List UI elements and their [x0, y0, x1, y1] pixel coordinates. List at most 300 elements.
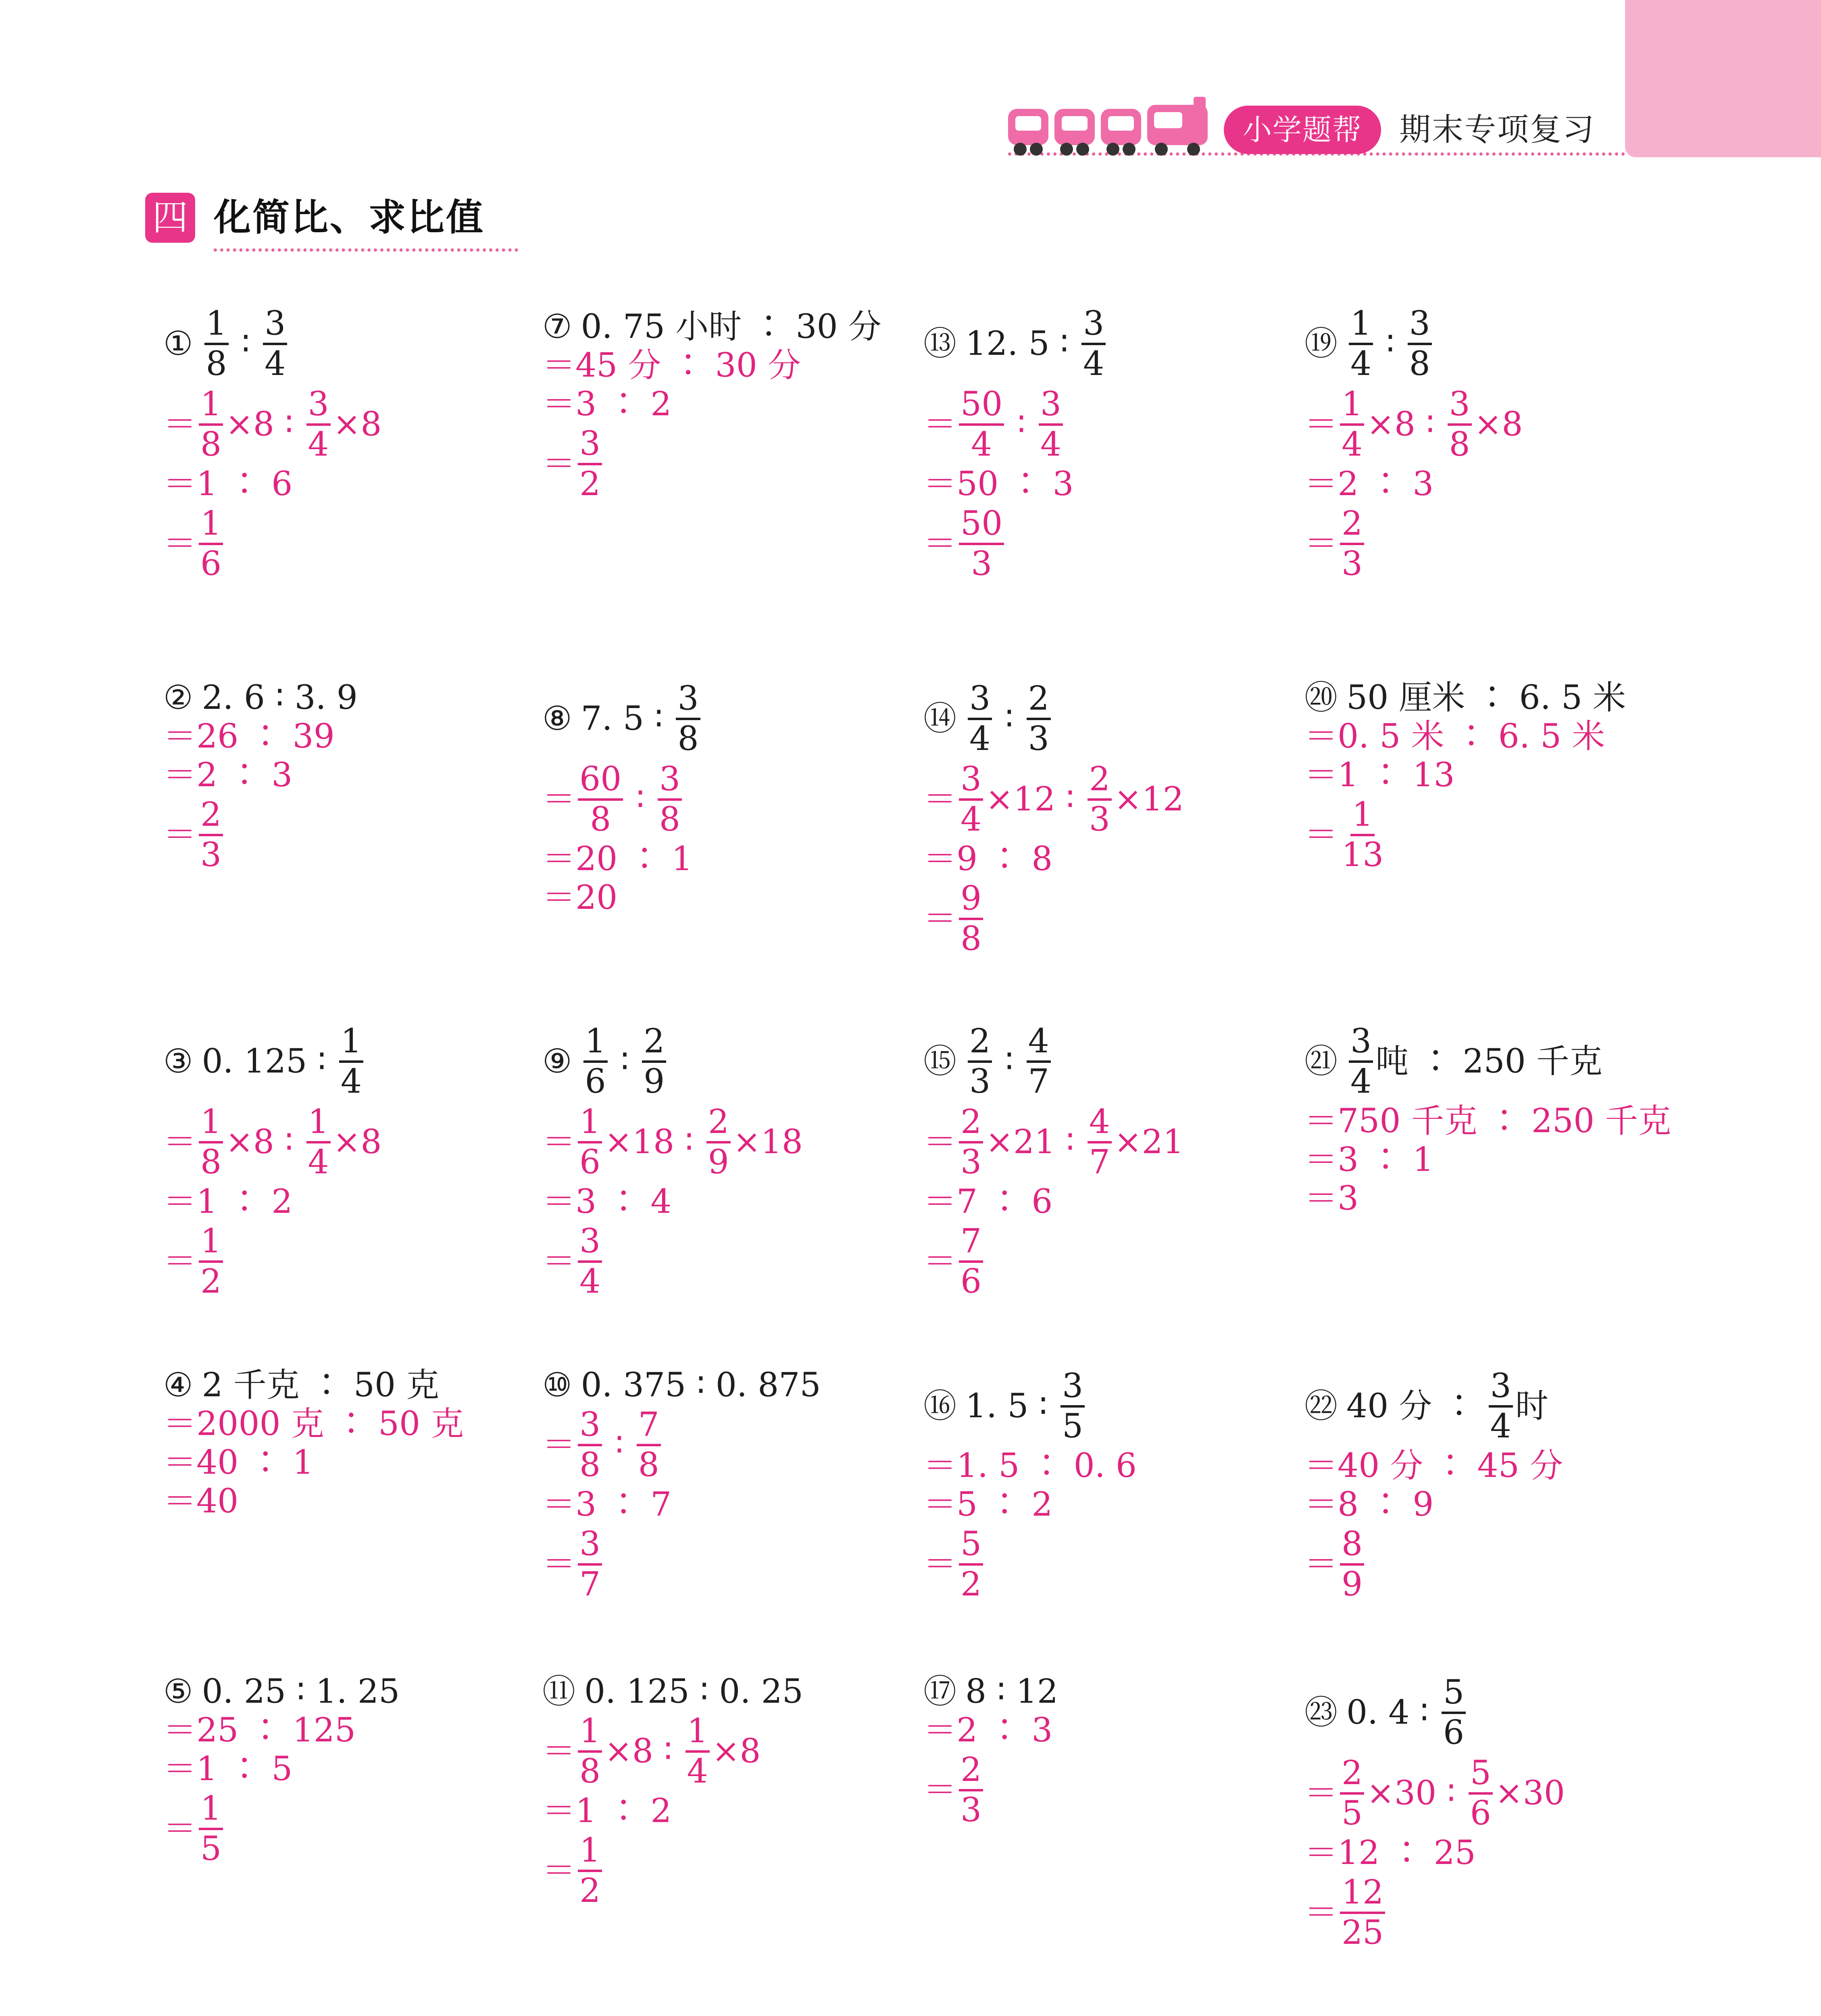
math-text: ＝25 ∶ 125 [163, 1711, 356, 1749]
numerator: 3 [1349, 1024, 1373, 1063]
fraction [199, 1224, 223, 1299]
question-line [163, 306, 382, 381]
fraction [1340, 798, 1385, 873]
math-text: ＝750 千克 ∶ 250 千克 [1304, 1102, 1671, 1141]
denominator: 8 [579, 1752, 601, 1791]
answer-step [542, 1485, 821, 1524]
fraction [1340, 1875, 1385, 1950]
answer-step [923, 1105, 1184, 1180]
denominator: 6 [961, 1262, 982, 1301]
question-line [923, 306, 1108, 381]
answer-step [163, 798, 358, 873]
numerator: 3 [959, 762, 983, 801]
math-text: ×30 ∶ [1367, 1774, 1466, 1813]
problem-number: ㉓ [1304, 1693, 1338, 1732]
denominator: 4 [579, 1262, 601, 1301]
fraction [578, 1714, 602, 1789]
numerator: 1 [1340, 387, 1364, 426]
problem-8 [542, 679, 703, 917]
answer-step [923, 1224, 1184, 1299]
fraction [959, 1753, 983, 1828]
fraction [1340, 387, 1364, 462]
math-text: 1. 5 ∶ [965, 1387, 1058, 1426]
problem-9 [542, 1024, 803, 1300]
answer-step [542, 1224, 803, 1299]
math-text: ＝1 ∶ 2 [163, 1183, 293, 1221]
problem-number: ② [163, 679, 193, 717]
numerator: 1 [199, 506, 223, 545]
denominator: 6 [1470, 1794, 1491, 1833]
math-text: ＝ [1304, 525, 1338, 563]
problem-7 [542, 310, 881, 502]
answer-step [1304, 1527, 1563, 1602]
question-line [163, 1672, 400, 1711]
math-text: ＝20 [542, 879, 618, 917]
math-text: 0. 375 ∶ 0. 875 [581, 1366, 821, 1404]
denominator: 8 [1409, 345, 1430, 383]
math-text: ＝ [923, 900, 957, 938]
denominator: 7 [1089, 1143, 1110, 1182]
answer-step [542, 762, 703, 837]
fraction [199, 387, 223, 462]
answer-step [923, 1711, 1058, 1749]
numerator: 1 [199, 1105, 223, 1143]
problem-14 [923, 681, 1184, 957]
numerator: 9 [959, 881, 983, 920]
denominator: 2 [200, 1262, 222, 1301]
math-text: ＝ [1304, 1774, 1338, 1813]
answer-step [923, 1753, 1058, 1828]
math-text: ＝ [923, 525, 957, 563]
problem-number: ① [163, 325, 193, 363]
denominator: 3 [1028, 720, 1049, 758]
answer-step [1304, 1447, 1563, 1485]
math-text: 8 ∶ 12 [965, 1672, 1058, 1711]
denominator: 9 [708, 1143, 729, 1182]
numerator: 3 [1081, 306, 1106, 345]
math-text: ＝1 ∶ 5 [163, 1750, 293, 1788]
answer-step [163, 1183, 382, 1221]
math-text: ＝ [542, 1732, 576, 1771]
math-text: ＝1 ∶ 6 [163, 465, 293, 504]
numerator: 1 [199, 387, 223, 426]
fraction [1027, 1024, 1051, 1099]
numerator: 2 [1340, 506, 1364, 545]
math-text: ＝ [923, 780, 957, 819]
problem-number: ⑧ [542, 700, 572, 738]
denominator: 4 [971, 425, 992, 464]
math-text: 2 千克 ∶ 50 克 [202, 1366, 440, 1404]
fraction [959, 387, 1004, 462]
denominator: 2 [579, 1872, 601, 1910]
answer-step [542, 1714, 803, 1789]
answer-step [542, 385, 881, 423]
numerator: 3 [1408, 306, 1432, 345]
denominator: 8 [200, 425, 222, 464]
math-text: 40 分 ∶ [1346, 1387, 1486, 1426]
fraction [204, 306, 229, 381]
math-text: ＝3 ∶ 1 [1304, 1141, 1434, 1179]
numerator: 4 [1027, 1024, 1051, 1063]
numerator: 3 [676, 681, 700, 720]
math-text: ＝12 ∶ 25 [1304, 1834, 1476, 1872]
answer-step [1304, 506, 1523, 581]
denominator: 4 [308, 1143, 329, 1182]
math-text: ＝3 [1304, 1179, 1359, 1218]
question-line [542, 1366, 821, 1404]
denominator: 3 [971, 545, 992, 583]
denominator: 4 [1040, 425, 1062, 464]
numerator: 3 [968, 681, 992, 720]
numerator: 1 [578, 1714, 602, 1753]
question-line [1304, 306, 1523, 381]
question-line [1304, 679, 1626, 717]
math-text: ＝ [1304, 1545, 1338, 1584]
answer-step [923, 506, 1108, 581]
fraction [706, 1105, 731, 1180]
numerator: 2 [199, 798, 223, 836]
fraction [1088, 762, 1112, 837]
numerator: 3 [1039, 387, 1063, 426]
fraction [339, 1024, 363, 1099]
answer-step [923, 465, 1108, 504]
denominator: 8 [638, 1446, 659, 1485]
math-text: ×8 ∶ [1367, 405, 1445, 444]
math-text: ×21 ∶ [986, 1123, 1085, 1162]
answer-step [542, 1833, 803, 1908]
math-text: ×8 ∶ [225, 405, 304, 444]
answer-step [542, 346, 881, 385]
answer-step [1304, 1143, 1671, 1177]
fraction [1469, 1756, 1493, 1831]
answer-step [542, 840, 703, 879]
math-text: ＝3 ∶ 7 [542, 1485, 672, 1524]
math-text: ×8 [333, 405, 382, 444]
numerator: 2 [1340, 1756, 1364, 1795]
denominator: 6 [200, 545, 222, 583]
numerator: 3 [578, 1408, 602, 1446]
numerator: 5 [1469, 1756, 1493, 1795]
numerator: 5 [959, 1527, 983, 1566]
denominator: 6 [579, 1143, 601, 1182]
fraction [1061, 1369, 1085, 1444]
answer-step [542, 427, 881, 502]
answer-step [163, 1711, 400, 1749]
math-text: ＝20 ∶ 1 [542, 840, 693, 879]
numerator: 1 [204, 306, 229, 345]
math-text: ＝ [542, 780, 576, 819]
problem-10 [542, 1366, 821, 1604]
fraction [1442, 1675, 1466, 1750]
answer-step [163, 1750, 400, 1788]
numerator: 3 [1448, 387, 1472, 426]
numerator: 1 [199, 1224, 223, 1263]
answer-step [1304, 1756, 1565, 1831]
denominator: 9 [1342, 1565, 1363, 1604]
numerator: 2 [1027, 681, 1051, 720]
fraction [959, 1527, 983, 1602]
denominator: 3 [1089, 800, 1110, 839]
numerator: 5 [1442, 1675, 1466, 1714]
math-text: ＝0. 5 米 ∶ 6. 5 米 [1304, 717, 1605, 756]
answer-step [542, 1105, 803, 1180]
math-text: ∶ [604, 1426, 634, 1464]
answer-step [163, 756, 358, 794]
answer-step [1304, 465, 1523, 504]
denominator: 8 [200, 1143, 222, 1182]
question-line [163, 1024, 382, 1099]
fraction [1349, 306, 1373, 381]
math-text: 50 厘米 ∶ 6. 5 米 [1346, 679, 1626, 717]
math-text: ＝ [163, 816, 197, 854]
math-text: ＝ [923, 1242, 957, 1281]
problem-number: ㉒ [1304, 1387, 1338, 1426]
math-text: ＝ [163, 525, 197, 563]
math-text: ＝2000 克 ∶ 50 克 [163, 1405, 464, 1443]
fraction [685, 1714, 710, 1789]
numerator: 3 [1061, 1369, 1085, 1408]
denominator: 4 [961, 800, 982, 839]
math-text: 12. 5 ∶ [965, 325, 1079, 363]
math-text: ＝ [542, 1242, 576, 1281]
math-text: ∶ [1006, 405, 1036, 444]
math-text: 0. 125 ∶ [202, 1042, 337, 1081]
math-text: ∶ [625, 780, 655, 819]
math-text: 0. 25 ∶ 1. 25 [202, 1672, 400, 1711]
corner-tab [1625, 0, 1821, 157]
train-icon [1004, 97, 1214, 161]
problem-number: ③ [163, 1042, 193, 1081]
answer-step [1304, 717, 1626, 756]
fraction [199, 506, 223, 581]
fraction [642, 1024, 666, 1099]
problem-number: ⑳ [1304, 679, 1338, 717]
answer-step [542, 1408, 821, 1483]
math-text: ＝45 分 ∶ 30 分 [542, 346, 801, 385]
math-text: ＝9 ∶ 8 [923, 840, 1053, 879]
numerator: 1 [339, 1024, 363, 1063]
math-text: ＝ [163, 1810, 197, 1848]
numerator: 12 [1340, 1875, 1385, 1914]
math-text: ×21 [1114, 1123, 1184, 1162]
fraction [583, 1024, 608, 1099]
denominator: 4 [1490, 1407, 1511, 1446]
fraction [578, 427, 602, 502]
problem-number: ⑤ [163, 1672, 193, 1711]
problem-number: ⑲ [1304, 325, 1338, 363]
answer-step [923, 1527, 1137, 1602]
denominator: 4 [1342, 425, 1363, 464]
problem-number: ⑭ [923, 700, 957, 738]
denominator: 6 [585, 1062, 606, 1101]
numerator: 7 [637, 1408, 661, 1446]
fraction [578, 1527, 602, 1602]
denominator: 5 [1342, 1794, 1363, 1833]
math-text: ＝ [923, 1545, 957, 1584]
math-text: ＝3 ∶ 4 [542, 1183, 672, 1221]
numerator: 8 [1340, 1527, 1364, 1566]
math-text: ＝ [1304, 1893, 1338, 1932]
denominator: 5 [1062, 1407, 1083, 1446]
problem-16 [923, 1369, 1137, 1602]
math-text: ∶ [610, 1042, 640, 1081]
fraction [968, 681, 992, 756]
answer-step [1304, 1102, 1671, 1141]
numerator: 7 [959, 1224, 983, 1263]
math-text: 0. 4 ∶ [1346, 1693, 1439, 1732]
math-text: ＝1. 5 ∶ 0. 6 [923, 1447, 1137, 1485]
answer-step [1304, 1834, 1565, 1872]
math-text: 吨 ∶ 250 千克 [1375, 1042, 1602, 1081]
problem-22 [1304, 1369, 1563, 1602]
numerator: 2 [968, 1024, 992, 1063]
denominator: 3 [969, 1062, 991, 1101]
problem-13 [923, 306, 1108, 582]
denominator: 3 [1342, 545, 1363, 583]
math-text: ＝ [163, 405, 197, 444]
denominator: 25 [1342, 1914, 1384, 1952]
fraction [1340, 506, 1364, 581]
answer-step [163, 1224, 382, 1299]
numerator: 2 [706, 1105, 731, 1143]
math-text: ＝8 ∶ 9 [1304, 1485, 1434, 1524]
denominator: 4 [969, 720, 991, 758]
math-text: ×8 [1474, 405, 1523, 444]
problem-number: ⑪ [542, 1672, 576, 1711]
numerator: 4 [1088, 1105, 1112, 1143]
fraction [578, 1224, 602, 1299]
numerator: 50 [959, 506, 1004, 545]
math-text: ＝ [163, 1242, 197, 1281]
answer-step [542, 879, 703, 917]
fraction [578, 762, 623, 837]
math-text: ＝2 ∶ 3 [1304, 465, 1434, 504]
fraction [306, 387, 331, 462]
answer-step [1304, 756, 1626, 794]
fraction [199, 798, 223, 873]
question-line [542, 1024, 803, 1099]
numerator: 3 [658, 762, 682, 801]
fraction [1081, 306, 1106, 381]
question-line [542, 681, 703, 756]
numerator: 1 [199, 1791, 223, 1830]
fraction [1408, 306, 1432, 381]
fraction [676, 681, 700, 756]
brand-badge: 小学题帮 [1224, 106, 1381, 154]
question-line [163, 679, 358, 717]
numerator: 2 [959, 1753, 983, 1791]
answer-step [1304, 387, 1523, 462]
math-text: 7. 5 ∶ [581, 700, 674, 738]
math-text: ＝3 ∶ 2 [542, 385, 672, 423]
fraction [968, 1024, 992, 1099]
math-text: ∶ [1375, 325, 1405, 363]
numerator: 1 [685, 1714, 710, 1753]
math-text: ＝5 ∶ 2 [923, 1485, 1053, 1524]
denominator: 6 [1443, 1714, 1465, 1752]
section-number: 四 [145, 193, 195, 243]
question-line [923, 1369, 1137, 1444]
fraction [1349, 1024, 1373, 1099]
math-text: ×30 [1495, 1774, 1565, 1813]
numerator: 3 [578, 1224, 602, 1263]
answer-step [1304, 1485, 1563, 1524]
answer-step [163, 387, 382, 462]
math-text: ＝1 ∶ 2 [542, 1792, 672, 1831]
math-text: ∶ [231, 325, 261, 363]
problem-number: ㉑ [1304, 1042, 1338, 1081]
problem-1 [163, 306, 382, 582]
denominator: 4 [340, 1062, 362, 1101]
fraction [263, 306, 287, 381]
denominator: 4 [1350, 1062, 1372, 1101]
math-text: ＝ [1304, 405, 1338, 444]
answer-step [542, 1527, 821, 1602]
numerator: 3 [578, 1527, 602, 1566]
math-text: ＝40 ∶ 1 [163, 1443, 314, 1482]
answer-step [923, 1183, 1184, 1221]
problem-4 [163, 1366, 464, 1520]
answer-step [1304, 1875, 1565, 1950]
numerator: 1 [306, 1105, 331, 1143]
denominator: 4 [1083, 345, 1104, 383]
fraction [578, 1408, 602, 1483]
problem-number: ⑩ [542, 1366, 572, 1404]
problem-number: ⑦ [542, 308, 572, 346]
math-text: ＝ [542, 1545, 576, 1584]
numerator: 3 [306, 387, 331, 426]
fraction [199, 1105, 223, 1180]
denominator: 9 [644, 1062, 665, 1101]
math-text: ×8 ∶ [604, 1732, 683, 1771]
question-line [923, 1024, 1184, 1099]
fraction [959, 1224, 983, 1299]
fraction [306, 1105, 331, 1180]
math-text: ∶ [994, 700, 1024, 738]
fraction [1489, 1369, 1513, 1444]
numerator: 2 [959, 1105, 983, 1143]
math-text: ＝ [163, 1123, 197, 1162]
problem-20 [1304, 681, 1626, 873]
answer-step [923, 881, 1184, 956]
question-line [923, 1672, 1058, 1711]
denominator: 3 [961, 1143, 982, 1182]
section-title: 化简比、求比值 [214, 196, 485, 239]
answer-step [163, 1443, 464, 1482]
denominator: 4 [1350, 345, 1372, 383]
fraction [1340, 1756, 1364, 1831]
math-text: ＝ [542, 445, 576, 483]
answer-step [923, 1447, 1137, 1485]
question-line [163, 1366, 464, 1404]
answer-step [163, 1791, 400, 1866]
numerator: 1 [583, 1024, 608, 1063]
problem-number: ⑯ [923, 1387, 957, 1426]
math-text: ＝ [542, 1123, 576, 1162]
math-text: ＝2 ∶ 3 [163, 756, 293, 794]
denominator: 8 [961, 920, 982, 958]
numerator: 1 [1350, 798, 1375, 836]
math-text: 0. 75 小时 ∶ 30 分 [581, 308, 881, 346]
problem-number: ⑮ [923, 1042, 957, 1081]
fraction [658, 762, 682, 837]
answer-step [923, 1485, 1137, 1524]
math-text: ×18 [733, 1123, 803, 1162]
math-text: ＝ [923, 1123, 957, 1162]
numerator: 2 [1088, 762, 1112, 801]
answer-step [163, 1405, 464, 1443]
question-line [1304, 1024, 1671, 1099]
